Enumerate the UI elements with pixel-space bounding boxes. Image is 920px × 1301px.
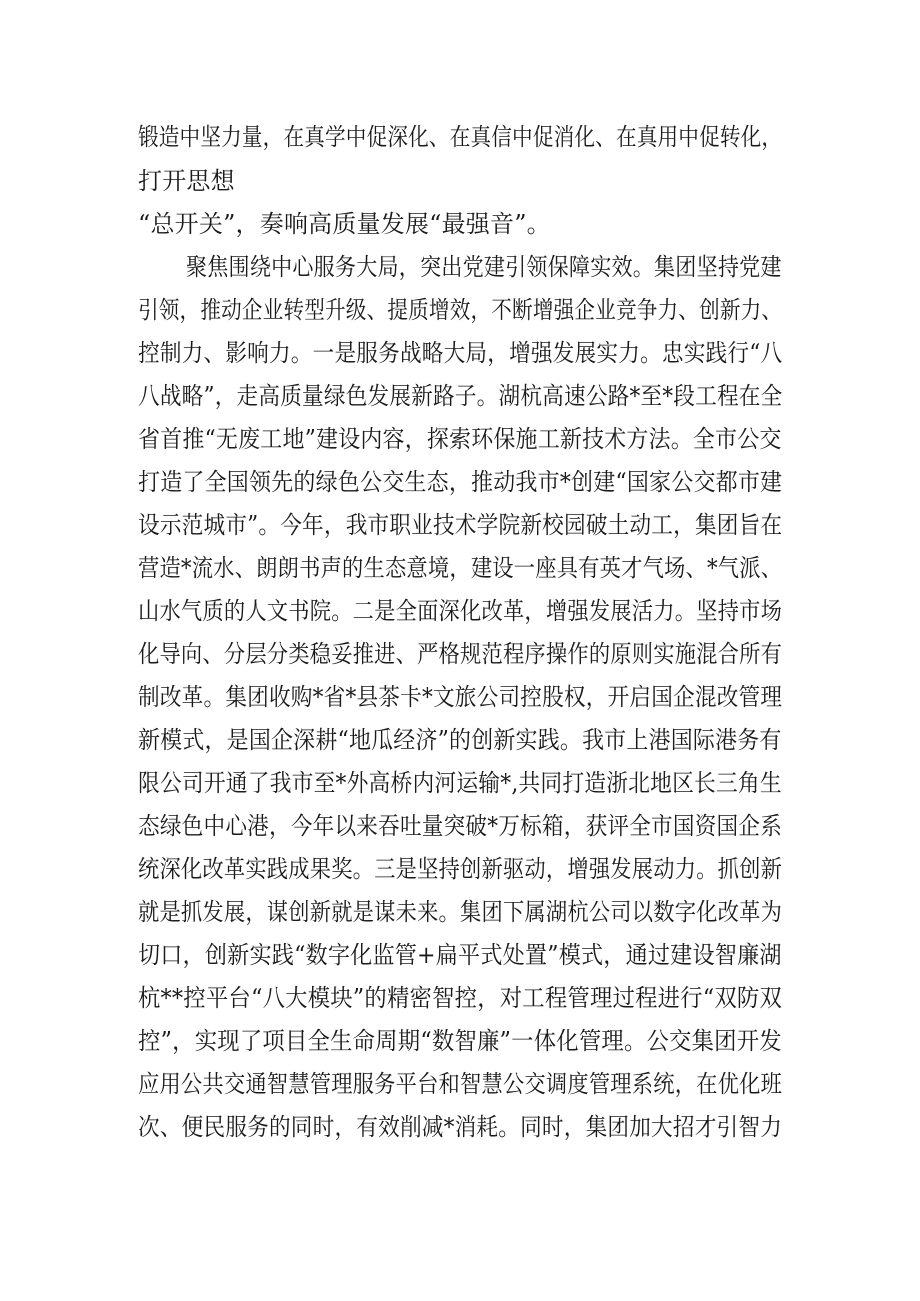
text-line: 八战略”，走高质量绿色发展新路子。湖杭高速公路*至*段工程在全	[138, 382, 783, 410]
text-line: 限公司开通了我市至*外高桥内河运输*,共同打造浙北地区长三角生	[138, 769, 782, 797]
text-line: 切口，创新实践“数字化监管+扁平式处置”模式，通过建设智廉湖	[138, 941, 782, 969]
text-line: 山水气质的人文书院。二是全面深化改革，增强发展活力。坚持市场	[138, 597, 783, 625]
text-line: 制改革。集团收购*省*县茶卡*文旅公司控股权，开启国企混改管理	[138, 683, 783, 711]
text-line: 统深化改革实践成果奖。三是坚持创新驱动，增强发展动力。抓创新	[138, 855, 783, 883]
text-line: 锻造中坚力量，在真学中促深化、在真信中促消化、在真用中促转化，	[138, 123, 783, 151]
text-line: 化导向、分层分类稳妥推进、严格规范程序操作的原则实施混合所有	[138, 640, 783, 668]
text-line: 就是抓发展，谋创新就是谋未来。集团下属湖杭公司以数字化改革为	[138, 898, 783, 926]
text-line: 控制力、影响力。一是服务战略大局，增强发展实力。忠实践行“八	[138, 339, 783, 367]
text-line: 态绿色中心港，今年以来吞吐量突破*万标箱，获评全市国资国企系	[138, 812, 783, 840]
text-line: 设示范城市”。今年，我市职业技术学院新校园破土动工，集团旨在	[138, 511, 783, 539]
text-line: 新模式，是国企深耕“地瓜经济”的创新实践。我市上港国际港务有	[138, 726, 782, 754]
text-line: 控”，实现了项目全生命周期“数智廉”一体化管理。公交集团开发	[138, 1027, 782, 1055]
text-line: 聚焦围绕中心服务大局，突出党建引领保障实效。集团坚持党建	[186, 253, 782, 281]
text-line: 打开思想	[138, 167, 235, 195]
text-line: 杭**控平台“八大模块”的精密智控，对工程管理过程进行“双防双	[138, 984, 783, 1012]
text-line: 引领，推动企业转型升级、提质增效，不断增强企业竞争力、创新力、	[138, 296, 783, 324]
text-line: 次、便民服务的同时，有效削减*消耗。同时，集团加大招才引智力	[138, 1113, 783, 1141]
text-line: “总开关”，奏响高质量发展“最强音”。	[138, 210, 551, 238]
text-line: 应用公共交通智慧管理服务平台和智慧公交调度管理系统，在优化班	[138, 1070, 783, 1098]
text-line: 营造*流水、朗朗书声的生态意境，建设一座具有英才气场、*气派、	[138, 554, 783, 582]
text-line: 打造了全国领先的绿色公交生态，推动我市*创建“国家公交都市建	[138, 468, 783, 496]
text-line: 省首推“无废工地”建设内容，探索环保施工新技术方法。全市公交	[138, 425, 782, 453]
